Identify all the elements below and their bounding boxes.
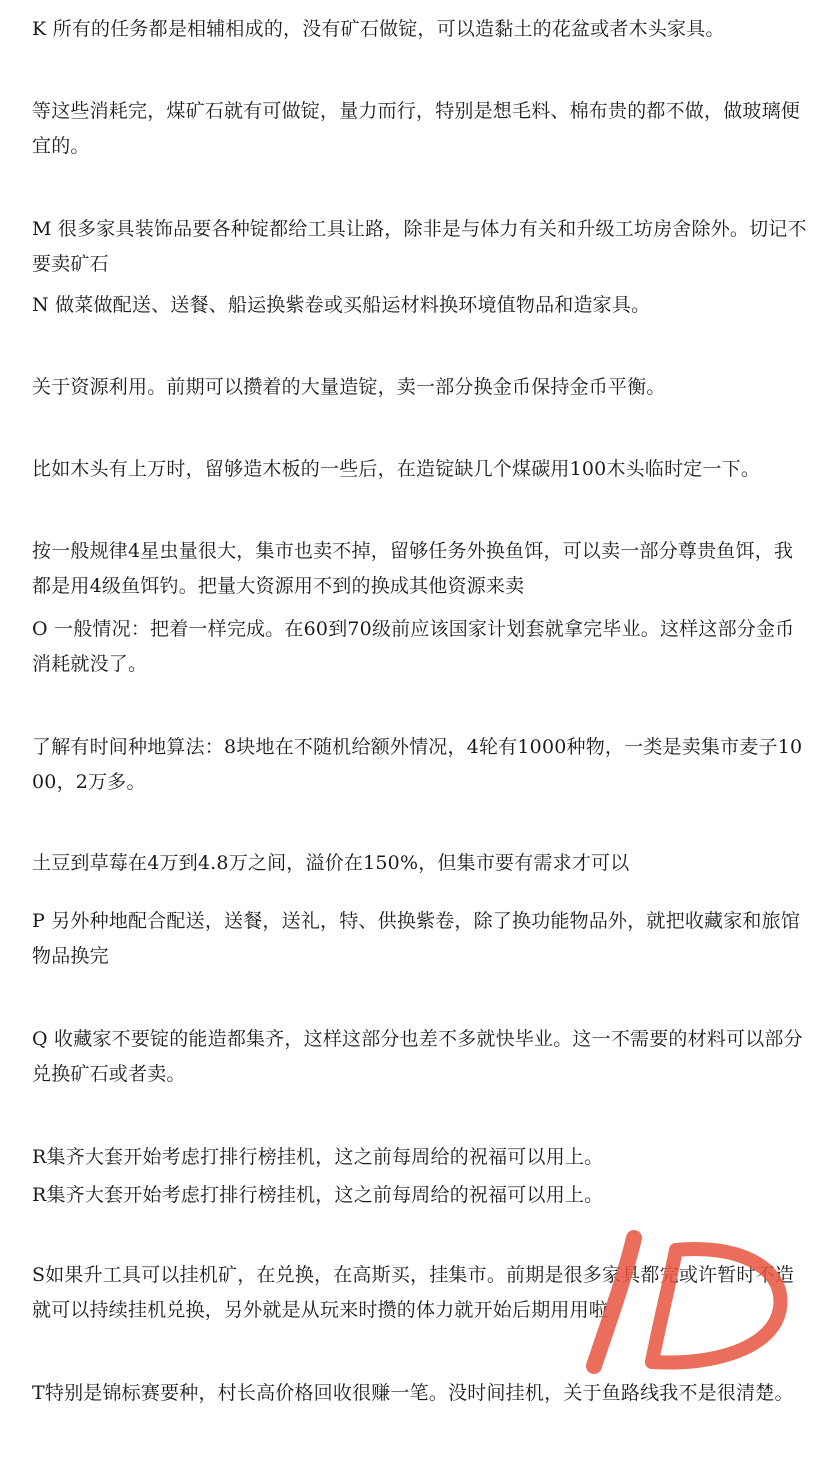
paragraph-p: P 另外种地配合配送，送餐，送礼，特、供换紫卷，除了换功能物品外，就把收藏家和旅馆物品换完	[32, 910, 801, 967]
paragraph-2: 等这些消耗完，煤矿石就有可做锭，量力而行，特别是想毛料、棉布贵的都不做，做玻璃便宜的。	[32, 100, 801, 157]
paragraph-r1: R集齐大套开始考虑打排行榜挂机，这之前每周给的祝福可以用上。	[32, 1146, 604, 1168]
paragraph-9: 土豆到草莓在4万到4.8万之间，溢价在150%，但集市要有需求才可以	[32, 852, 630, 874]
paragraph-q: Q 收藏家不要锭的能造都集齐，这样这部分也差不多就快毕业。这一不需要的材料可以部分兑换矿石或者卖。	[32, 1028, 803, 1085]
paragraph-r2: R集齐大套开始考虑打排行榜挂机，这之前每周给的祝福可以用上。	[32, 1184, 604, 1206]
paragraph-k: K 所有的任务都是相辅相成的，没有矿石做锭，可以造黏土的花盆或者木头家具。	[32, 18, 725, 40]
paragraph-8: 了解有时间种地算法：8块地在不随机给额外情况，4轮有1000种物，一类是卖集市麦子1000，2万多。	[32, 736, 803, 793]
paragraph-s: S如果升工具可以挂机矿，在兑换，在高斯买，挂集市。前期是很多家具都完或许暂时不造就可以持续挂机兑换，另外就是从玩来时攒的体力就开始后期用用啦	[32, 1264, 795, 1321]
paragraph-n: N 做菜做配送、送餐、船运换紫卷或买船运材料换环境值物品和造家具。	[32, 294, 651, 316]
paragraph-m: M 很多家具装饰品要各种锭都给工具让路，除非是与体力有关和升级工坊房舍除外。切记不要卖矿石	[32, 218, 807, 275]
paragraph-o: O 一般情况：把着一样完成。在60到70级前应该国家计划套就拿完毕业。这样这部分金币消耗就没了。	[32, 618, 795, 675]
paragraph-5: 比如木头有上万时，留够造木板的一些后，在造锭缺几个煤碳用100木头临时定一下。	[32, 458, 761, 480]
paragraph-4: 关于资源利用。前期可以攒着的大量造锭，卖一部分换金币保持金币平衡。	[32, 376, 666, 398]
paragraph-6: 按一般规律4星虫量很大，集市也卖不掉，留够任务外换鱼饵，可以卖一部分尊贵鱼饵，我都是用4级鱼饵钓。把量大资源用不到的换成其他资源来卖	[32, 540, 794, 597]
paragraph-t: T特别是锦标赛要种，村长高价格回收很赚一笔。没时间挂机，关于鱼路线我不是很清楚。	[32, 1382, 794, 1404]
